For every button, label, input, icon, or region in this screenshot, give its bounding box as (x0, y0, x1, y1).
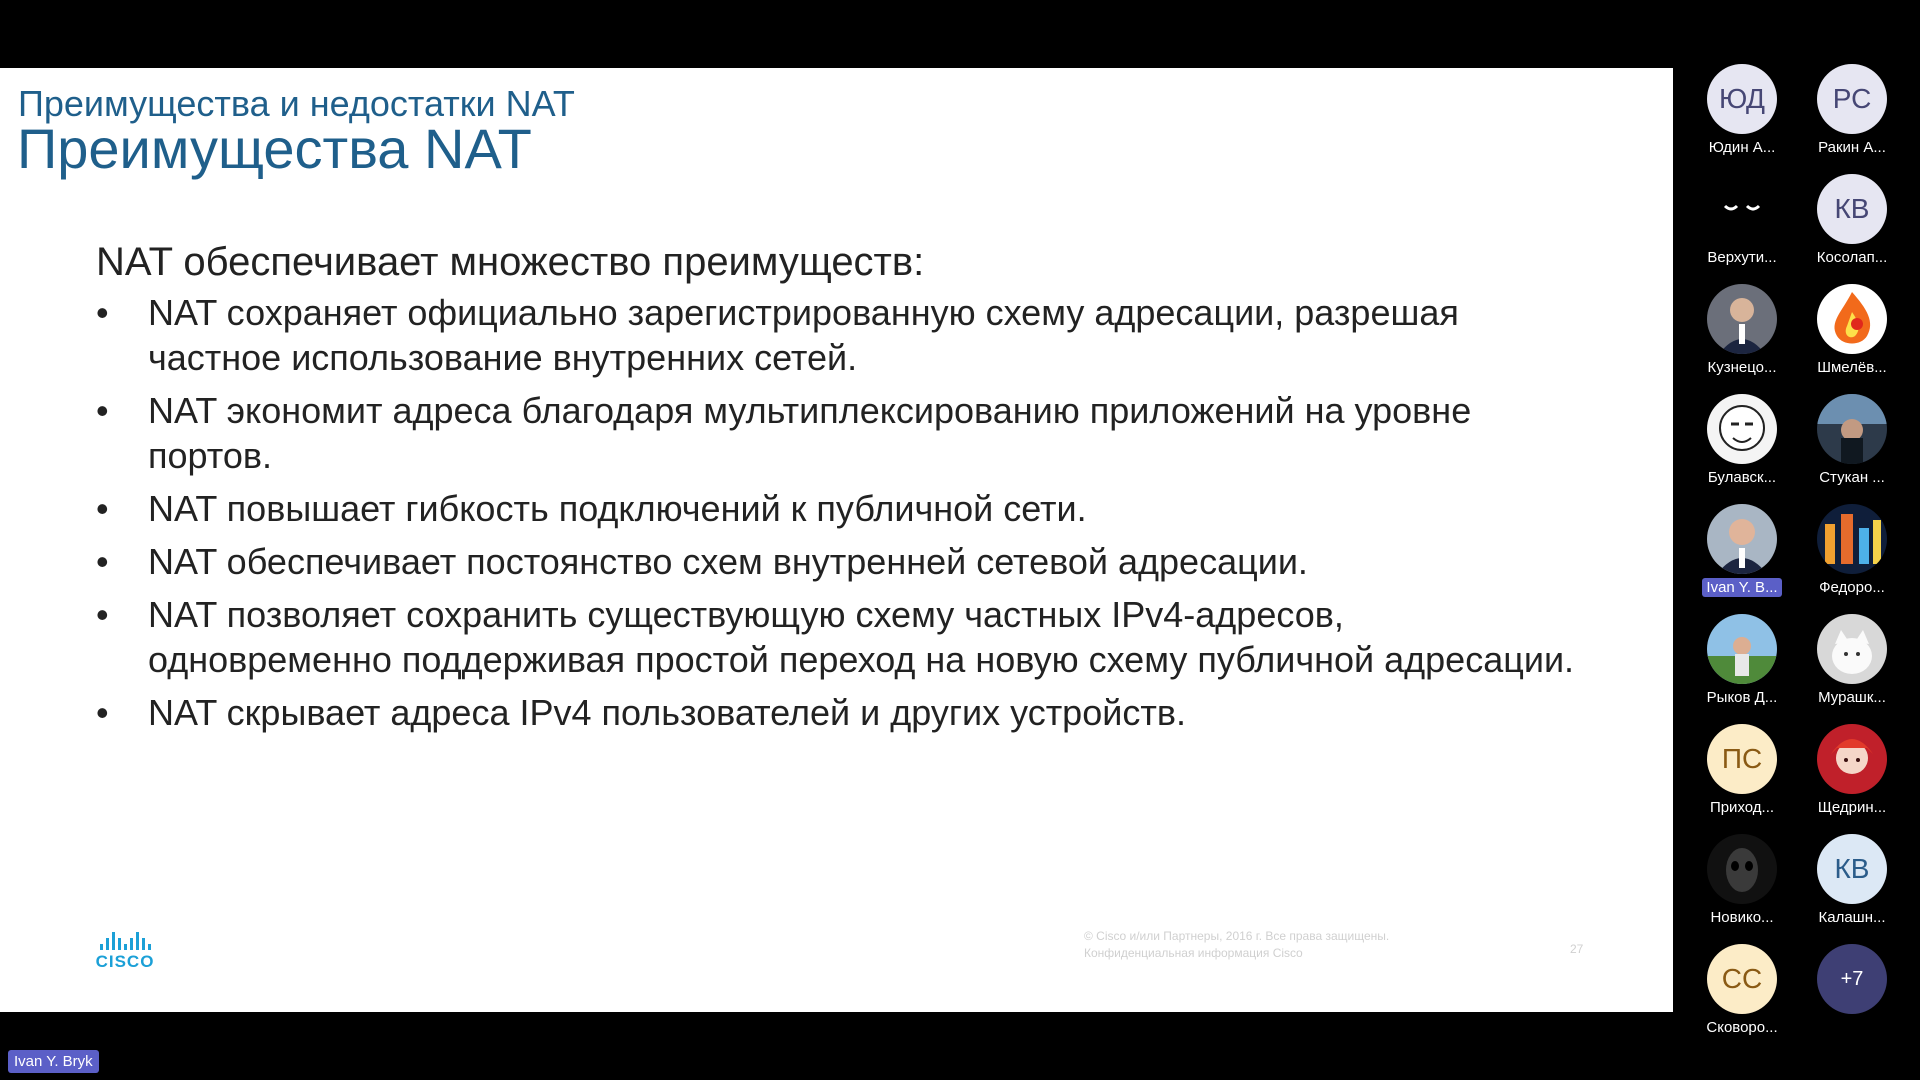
participant-tile[interactable] (1800, 280, 1904, 380)
slide-subtitle: Преимущества и недостатки NAT (18, 83, 575, 124)
participant-avatar (1707, 834, 1777, 904)
slide-title: Преимущества NAT (17, 117, 532, 180)
slide-footer-copyright (1084, 928, 1389, 962)
participant-avatar (1707, 394, 1777, 464)
participant-tile[interactable] (1690, 940, 1794, 1040)
participant-name: Косолап... (1816, 249, 1888, 266)
bullet-item (96, 539, 1596, 584)
participant-tile[interactable] (1800, 610, 1904, 710)
bullet-text: NAT позволяет сохранить существующую схему частных IPv4-адресов, одновременно поддерживая простой переход на новую схему публичной адресации. (148, 594, 1575, 680)
bullet-text: NAT обеспечивает постоянство схем внутренней сетевой адресации. (148, 541, 1308, 582)
avatar-initials: +7 (1840, 967, 1864, 990)
participant-name: Шмелёв... (1817, 359, 1887, 376)
participant-name: Приход... (1709, 799, 1775, 816)
participant-avatar (1817, 834, 1887, 904)
participant-name: Кузнецо... (1707, 359, 1777, 376)
participant-avatar (1707, 944, 1777, 1014)
participant-name: Рыков Д... (1706, 689, 1778, 706)
shared-slide (0, 68, 1673, 1012)
bullet-text: NAT экономит адреса благодаря мультиплексированию приложений на уровне портов. (148, 390, 1472, 476)
bullet-item (96, 592, 1596, 682)
participant-tile[interactable] (1800, 60, 1904, 160)
participant-tile[interactable] (1690, 610, 1794, 710)
participant-tile[interactable] (1690, 830, 1794, 930)
avatar-initials: СС (1721, 963, 1763, 994)
cisco-wordmark: CISCO (95, 952, 155, 971)
bullet-text: NAT повышает гибкость подключений к публичной сети. (148, 488, 1087, 529)
participant-avatar (1817, 394, 1887, 464)
participant-name: Мурашк... (1818, 689, 1886, 706)
bullet-dot: • (96, 292, 109, 333)
participant-avatar (1707, 614, 1777, 684)
avatar-initials: РС (1832, 83, 1872, 114)
bullet-item (96, 486, 1596, 531)
participant-name: Федоро... (1819, 579, 1885, 596)
participant-tile[interactable] (1690, 280, 1794, 380)
participant-name: Юдин А... (1708, 139, 1776, 156)
avatar-initials: ЮД (1718, 83, 1766, 114)
bullet-item (96, 690, 1596, 735)
bullet-list (96, 290, 1596, 743)
avatar-initials: ПС (1721, 743, 1763, 774)
participant-tile[interactable] (1800, 940, 1904, 1040)
participant-name: Ракин А... (1818, 139, 1886, 156)
footer-line-2: Конфиденциальная информация Cisco (1084, 946, 1303, 960)
participant-tile[interactable] (1690, 500, 1794, 600)
participant-tile[interactable] (1690, 60, 1794, 160)
participant-name: Верхути... (1707, 249, 1777, 266)
participant-avatar (1707, 64, 1777, 134)
participant-avatar (1817, 284, 1887, 354)
participant-tile[interactable] (1800, 720, 1904, 820)
participant-name: Щедрин... (1817, 799, 1887, 816)
bullet-item (96, 290, 1596, 380)
participant-avatar (1817, 504, 1887, 574)
avatar-initials: КВ (1834, 193, 1870, 224)
bullet-text: NAT сохраняет официально зарегистрированную схему адресации, разрешая частное использование внутренних сетей. (148, 292, 1459, 378)
slide-intro: NAT обеспечивает множество преимуществ: (96, 240, 925, 284)
bullet-dot: • (96, 488, 109, 529)
bullet-dot: • (96, 541, 109, 582)
bullet-text: NAT скрывает адреса IPv4 пользователей и других устройств. (148, 692, 1186, 733)
participant-name: Ivan Y. B... (1702, 578, 1781, 597)
participant-name: Калашн... (1818, 909, 1886, 926)
participant-avatar (1707, 174, 1777, 244)
speaker-name-label: Ivan Y. Bryk (8, 1050, 99, 1073)
slide-page-number: 27 (1570, 942, 1584, 956)
participant-avatar (1707, 504, 1777, 574)
bullet-dot: • (96, 594, 109, 635)
participant-tile[interactable] (1690, 170, 1794, 270)
cisco-bars-icon (92, 932, 158, 950)
participant-avatar (1817, 724, 1887, 794)
bullet-dot: • (96, 692, 109, 733)
participant-name: Новико... (1710, 909, 1774, 926)
participant-tile[interactable] (1800, 830, 1904, 930)
participant-tile[interactable] (1800, 500, 1904, 600)
participant-avatar (1817, 174, 1887, 244)
participant-tile[interactable] (1690, 720, 1794, 820)
participant-avatar (1817, 614, 1887, 684)
bullet-item (96, 388, 1596, 478)
bullet-dot: • (96, 390, 109, 431)
avatar-initials: КВ (1834, 853, 1870, 884)
participant-avatar (1707, 284, 1777, 354)
participant-avatar (1817, 64, 1887, 134)
participant-avatar (1707, 724, 1777, 794)
participant-tile[interactable] (1800, 170, 1904, 270)
participant-tile[interactable] (1800, 390, 1904, 490)
participant-name: Булавск... (1707, 469, 1777, 486)
footer-line-1: © Cisco и/или Партнеры, 2016 г. Все права защищены. (1084, 929, 1390, 943)
participant-name: Сковоро... (1706, 1019, 1778, 1036)
participant-tile[interactable] (1690, 390, 1794, 490)
cisco-logo (92, 932, 158, 976)
more-participants-button[interactable] (1817, 944, 1887, 1014)
participant-name: Стукан ... (1819, 469, 1885, 486)
